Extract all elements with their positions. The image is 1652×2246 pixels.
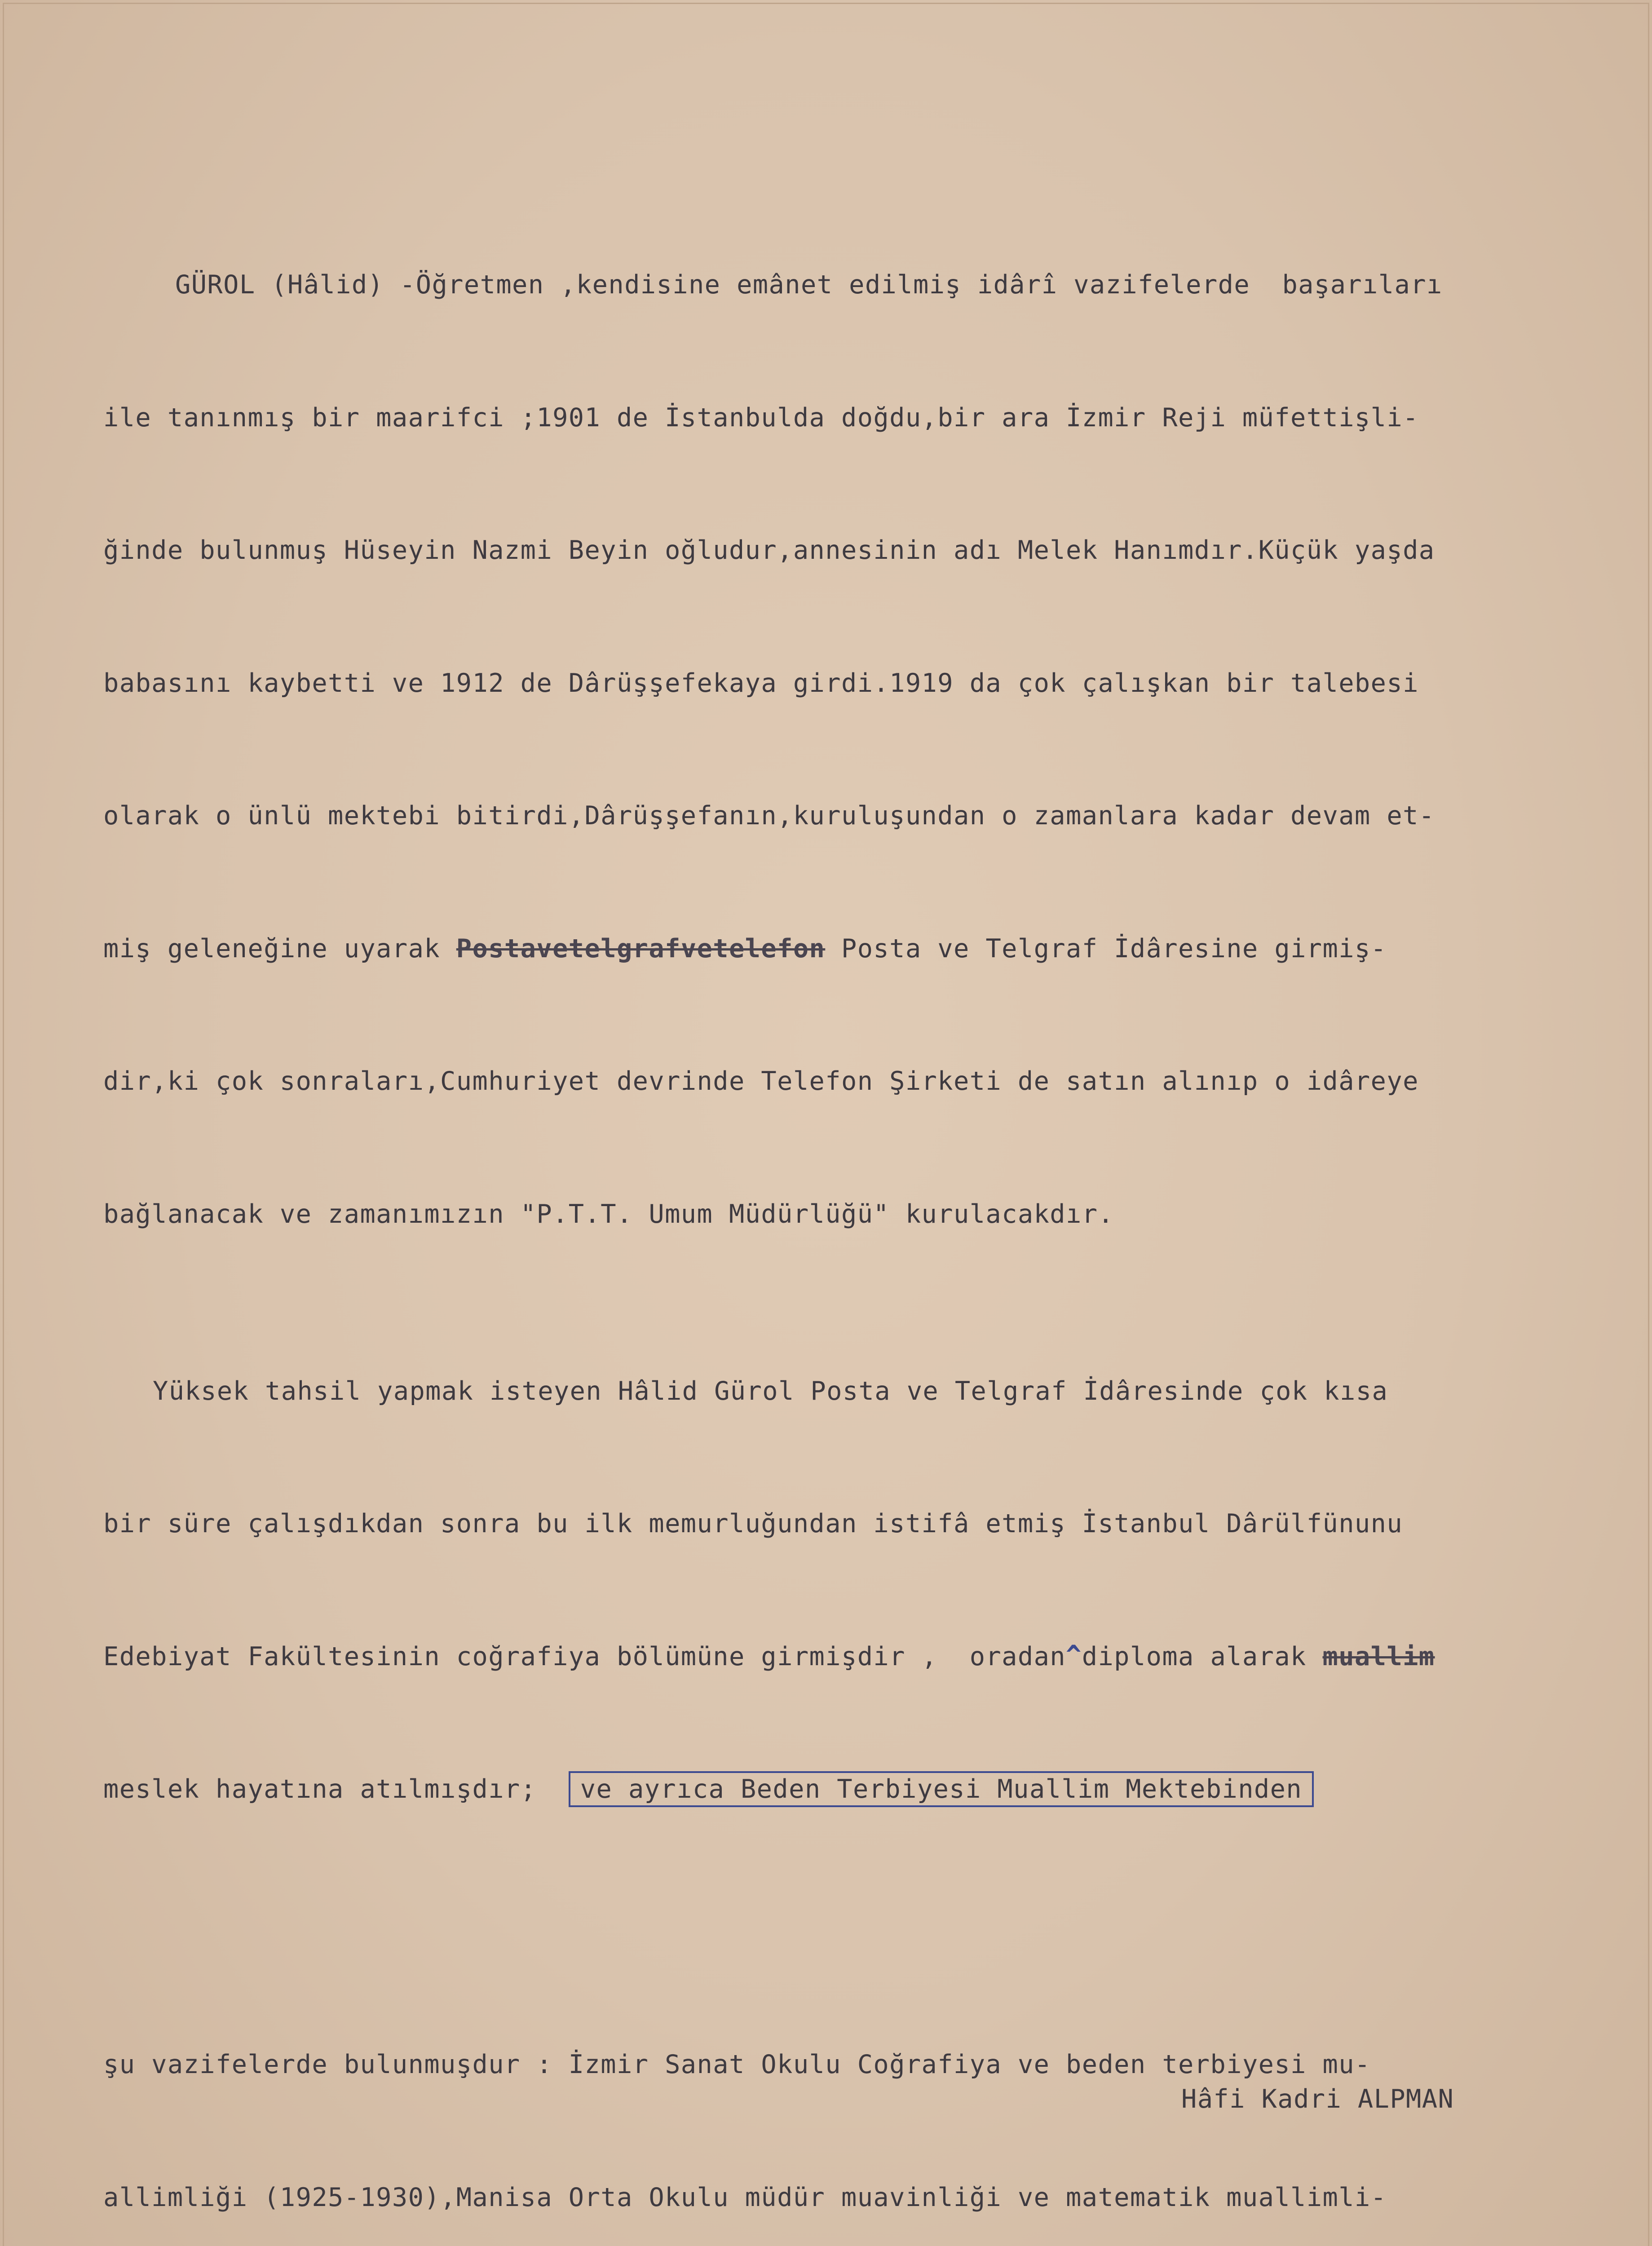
- text-segment: Posta ve Telgraf İdâresine girmiş-: [825, 933, 1387, 964]
- text-segment: meslek hayatına atılmışdır;: [103, 1774, 569, 1804]
- text-line: Yüksek tahsil yapmak isteyen Hâlid Gürol Posta ve Telgraf İdâresinde çok kısa: [153, 1376, 1388, 1406]
- insertion-caret-icon: ^: [1066, 1640, 1082, 1670]
- text-line: GÜROL (Hâlid) -Öğretmen ,kendisine emânet edilmiş idârî vazifelerde başarıları: [175, 270, 1443, 300]
- text-line: [103, 927, 1626, 971]
- text-line: bağlanacak ve zamanımızın "P.T.T. Umum Müdürlüğü" kurulacakdır.: [103, 1199, 1114, 1229]
- text-line: dir,ki çok sonraları,Cumhuriyet devrinde Telefon Şirketi de satın alınıp o idâreye: [103, 1066, 1419, 1096]
- text-line: ğinde bulunmuş Hüseyin Nazmi Beyin oğludur,annesinin adı Melek Hanımdır.Küçük yaşda: [103, 535, 1435, 565]
- text-line: allimliği (1925-1930),Manisa Orta Okulu müdür muavinliği ve matematik muallimli-: [103, 2182, 1387, 2212]
- struck-text: Postavetelgrafvetelefon: [456, 933, 826, 964]
- spacer: [103, 1900, 1626, 1910]
- text-line: olarak o ünlü mektebi bitirdi,Dârüşşefanın,kuruluşundan o zamanlara kadar devam et-: [103, 801, 1435, 831]
- text-segment: miş geleneğine uyarak: [103, 933, 456, 964]
- text-line: babasını kaybetti ve 1912 de Dârüşşefekaya girdi.1919 da çok çalışkan bir talebesi: [103, 668, 1419, 698]
- text-segment: diploma alarak: [1082, 1641, 1323, 1671]
- text-line: [103, 1767, 1626, 1812]
- document-body: [103, 174, 1626, 2246]
- struck-text: muallim: [1322, 1641, 1435, 1671]
- text-line: ile tanınmış bir maarifci ;1901 de İstanbulda doğdu,bir ara İzmir Reji müfettişli-: [103, 402, 1419, 433]
- text-line: [103, 1635, 1626, 1679]
- handwritten-insertion-box: ve ayrıca Beden Terbiyesi Muallim Mektebinden: [569, 1771, 1314, 1807]
- author-signature: Hâfi Kadri ALPMAN: [1181, 2084, 1454, 2114]
- text-segment: Edebiyat Fakültesinin coğrafiya bölümüne girmişdir , oradan: [103, 1641, 1066, 1671]
- text-line: şu vazifelerde bulunmuşdur : İzmir Sanat Okulu Coğrafiya ve beden terbiyesi mu-: [103, 2050, 1371, 2079]
- text-line: bir süre çalışdıkdan sonra bu ilk memurluğundan istifâ etmiş İstanbul Dârülfünunu: [103, 1509, 1403, 1539]
